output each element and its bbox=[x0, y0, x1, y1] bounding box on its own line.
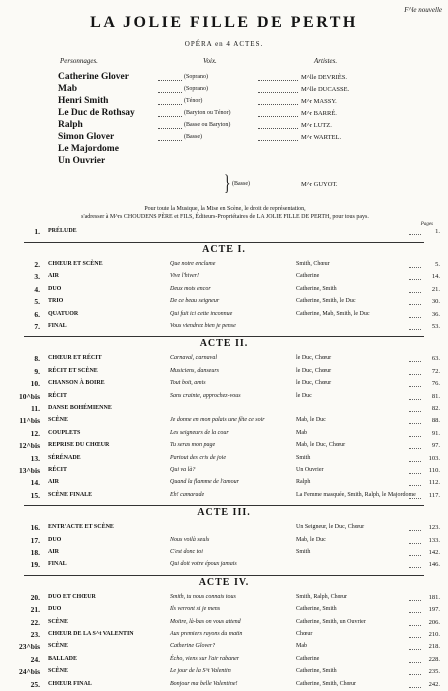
cast-row bbox=[58, 132, 398, 144]
item-characters: Un Ouvrier bbox=[296, 467, 324, 473]
toc-row bbox=[14, 259, 444, 271]
item-page: 142. bbox=[428, 549, 440, 556]
item-number: 24. bbox=[30, 654, 40, 664]
item-incipit: Smith, tu nous connais tous bbox=[170, 593, 236, 600]
cast-row bbox=[58, 84, 398, 96]
toc-row bbox=[14, 403, 444, 415]
dot-leader bbox=[409, 267, 421, 268]
item-title: PRÉLUDE bbox=[48, 228, 77, 234]
toc-row bbox=[14, 490, 444, 502]
dot-leader bbox=[409, 498, 421, 499]
toc-row bbox=[14, 353, 444, 365]
item-characters: La Femme masquée, Smith, Ralph, le Majordome bbox=[296, 491, 416, 498]
item-number: 15. bbox=[30, 490, 40, 500]
item-number: 13^bis bbox=[18, 466, 40, 475]
item-page: 30. bbox=[431, 298, 440, 306]
item-title: ENTR'ACTE ET SCÈNE bbox=[48, 524, 114, 531]
item-number: 12. bbox=[30, 428, 40, 438]
item-page: 36. bbox=[431, 310, 440, 318]
act-heading: ACTE III. bbox=[197, 507, 251, 519]
item-title: RÉCIT ET SCÈNE bbox=[48, 367, 98, 374]
item-title: CHŒUR ET RÉCIT bbox=[48, 355, 102, 362]
item-characters: Catherine, Smith bbox=[296, 606, 337, 613]
item-incipit: Le jour de la S^t Valentin bbox=[170, 668, 231, 675]
dot-leader bbox=[409, 555, 421, 556]
item-incipit: Je donne en mon palais une fête ce soir bbox=[170, 417, 265, 424]
dot-leader bbox=[409, 637, 421, 638]
item-number: 10. bbox=[30, 379, 40, 389]
item-incipit: Quand la flamme de l'amour bbox=[170, 479, 239, 486]
item-page: 76. bbox=[431, 380, 440, 388]
dot-leader bbox=[409, 473, 421, 474]
item-page: 228. bbox=[428, 655, 440, 663]
item-characters: Mab bbox=[296, 429, 307, 436]
item-number: 22. bbox=[30, 617, 40, 627]
cast-row bbox=[58, 144, 398, 156]
item-title: DUO bbox=[48, 606, 62, 613]
toc-row bbox=[14, 547, 444, 559]
dot-leader bbox=[409, 317, 421, 318]
cast-row bbox=[58, 120, 398, 132]
item-title: SCÈNE bbox=[48, 618, 69, 625]
toc-row bbox=[14, 465, 444, 477]
item-incipit: Bonjour ma belle Valentine! bbox=[170, 680, 238, 687]
item-page: 81. bbox=[431, 392, 440, 400]
item-number: 10^bis bbox=[18, 391, 40, 401]
item-title: DUO ET CHŒUR bbox=[48, 593, 96, 600]
item-incipit: Catherine Glover? bbox=[170, 643, 216, 650]
item-title: SCÈNE bbox=[48, 643, 69, 650]
item-page: 112. bbox=[428, 479, 440, 487]
item-incipit: Deux mots encor bbox=[170, 285, 211, 292]
dot-leader bbox=[158, 104, 182, 105]
toc-row bbox=[14, 535, 444, 547]
page-subtitle: OPÉRA en 4 ACTES. bbox=[184, 40, 264, 48]
dot-leader bbox=[409, 234, 421, 235]
item-incipit: Sans crainte, approchez-vous bbox=[170, 392, 241, 399]
dot-leader bbox=[158, 140, 182, 141]
item-characters: le Duc, Chœur bbox=[296, 355, 332, 362]
toc-row bbox=[14, 284, 444, 296]
item-characters: Chœur bbox=[296, 631, 313, 637]
rights-notice-line-2: s'adresser à M^rs CHOUDENS PÈRE et FILS, Éditeurs-Propriétaires de LA JOLIE FILLE DE PERTH, pour tous pays. bbox=[81, 214, 369, 220]
toc-row bbox=[14, 428, 444, 440]
item-title: BALLADE bbox=[48, 655, 78, 662]
item-characters: Catherine, Mab, Smith, le Duc bbox=[296, 310, 370, 317]
item-page: 235. bbox=[428, 668, 440, 676]
cast-row bbox=[58, 96, 398, 108]
item-page: 1. bbox=[435, 228, 440, 235]
item-page: 88. bbox=[431, 417, 440, 425]
toc-row bbox=[14, 617, 444, 629]
cast-name: Le Duc de Rothsay bbox=[58, 108, 135, 118]
dot-leader bbox=[409, 543, 421, 544]
rule-line bbox=[24, 242, 424, 243]
item-incipit: Partout des cris de joie bbox=[170, 454, 226, 461]
cast-row bbox=[58, 108, 398, 120]
item-incipit: Les seigneurs de la cour bbox=[170, 429, 229, 436]
item-incipit: Qui va là? bbox=[170, 467, 196, 473]
dot-leader bbox=[409, 292, 421, 293]
item-number: 17. bbox=[30, 535, 40, 545]
dot-leader bbox=[258, 128, 298, 129]
item-page: 146. bbox=[428, 561, 440, 569]
item-incipit: De ce beau seigneur bbox=[170, 298, 220, 305]
item-number: 23^bis bbox=[18, 642, 40, 652]
dot-leader bbox=[158, 128, 182, 129]
item-page: 5. bbox=[435, 261, 440, 268]
cast-row bbox=[58, 156, 398, 168]
item-page: 97. bbox=[431, 442, 440, 450]
cast-voice: (Ténor) bbox=[184, 98, 203, 104]
dot-leader bbox=[409, 567, 421, 568]
item-characters: le Duc, Chœur bbox=[296, 367, 332, 374]
item-characters: Catherine, Smith, un Ouvrier bbox=[296, 618, 366, 625]
dot-leader bbox=[258, 92, 298, 93]
cast-name: Un Ouvrier bbox=[58, 156, 106, 166]
item-page: 242. bbox=[428, 680, 440, 688]
dot-leader bbox=[409, 625, 421, 626]
item-characters: Ralph bbox=[296, 479, 311, 486]
cast-artist: M^lle DUCASSE. bbox=[301, 86, 350, 93]
dot-leader bbox=[158, 80, 182, 81]
dot-leader bbox=[409, 399, 421, 400]
toc-row bbox=[14, 309, 444, 321]
toc-row bbox=[14, 226, 444, 238]
item-page: 218. bbox=[428, 643, 440, 651]
dot-leader bbox=[409, 423, 421, 424]
dot-leader bbox=[258, 116, 298, 117]
cast-artist: M^r BARRÉ. bbox=[301, 110, 337, 117]
item-number: 9. bbox=[34, 366, 40, 376]
cast-name: Ralph bbox=[58, 120, 83, 130]
item-page: 117. bbox=[428, 491, 440, 499]
dot-leader bbox=[409, 361, 421, 362]
cast-name: Henri Smith bbox=[58, 96, 109, 106]
toc-row bbox=[14, 321, 444, 333]
dot-leader bbox=[258, 104, 298, 105]
item-title: AIR bbox=[48, 549, 60, 555]
item-page: 53. bbox=[431, 323, 440, 330]
dot-leader bbox=[409, 530, 421, 531]
item-characters: Smith, Ralph, Chœur bbox=[296, 593, 348, 600]
item-incipit: Nous voilà seuls bbox=[170, 536, 210, 543]
item-characters: Un Seigneur, le Duc, Chœur bbox=[296, 524, 365, 531]
item-incipit: Vive l'hiver! bbox=[170, 273, 199, 280]
item-characters: Catherine, Smith, le Duc bbox=[296, 298, 356, 305]
item-characters: Catherine, Smith, Chœur bbox=[296, 680, 356, 687]
dot-leader bbox=[258, 80, 298, 81]
item-page: 14. bbox=[431, 273, 440, 281]
cast-voice: (Baryton ou Ténor) bbox=[184, 110, 231, 116]
item-characters: Catherine, Smith bbox=[296, 285, 337, 292]
toc-row bbox=[14, 592, 444, 604]
item-number: 4. bbox=[34, 284, 40, 294]
item-number: 21. bbox=[30, 605, 40, 615]
item-incipit: Eh! camarade bbox=[170, 491, 205, 498]
dot-leader bbox=[409, 662, 421, 663]
item-characters: Mab bbox=[296, 643, 307, 650]
item-title: DUO bbox=[48, 536, 62, 543]
cast-name: Mab bbox=[58, 84, 77, 94]
toc-row bbox=[14, 271, 444, 283]
item-number: 5. bbox=[34, 297, 40, 307]
item-title: RÉCIT bbox=[48, 392, 68, 399]
characters-header: Personnages. bbox=[60, 57, 98, 65]
item-characters: le Duc, Chœur bbox=[296, 380, 332, 387]
item-characters: Mab, le Duc bbox=[296, 536, 326, 543]
item-title: FINAL bbox=[48, 323, 67, 329]
cast-artist: M^r MASSY. bbox=[301, 98, 337, 105]
item-number: 14. bbox=[30, 478, 40, 488]
toc-row bbox=[14, 679, 444, 691]
item-incipit: Aux premiers rayons du matin bbox=[170, 631, 243, 637]
item-characters: Catherine, Smith bbox=[296, 668, 337, 675]
item-characters: Smith bbox=[296, 549, 311, 555]
item-title: SCÈNE FINALE bbox=[48, 491, 93, 498]
item-title: DANSE BOHÉMIENNE bbox=[48, 405, 112, 411]
item-number: 3. bbox=[34, 272, 40, 282]
dot-leader bbox=[409, 329, 421, 330]
toc-row bbox=[14, 296, 444, 308]
item-incipit: Écho, viens sur l'air rabaner bbox=[170, 655, 240, 662]
rights-notice bbox=[20, 205, 430, 221]
item-incipit: Que notre enclume bbox=[170, 261, 216, 267]
item-title: DUO bbox=[48, 285, 62, 292]
item-incipit: Ils verront si je mens bbox=[170, 606, 221, 613]
item-title: AIR bbox=[48, 479, 60, 486]
cast-voice: (Soprano) bbox=[184, 86, 208, 92]
brace-voice: (Basse) bbox=[232, 181, 250, 187]
toc-row bbox=[14, 415, 444, 427]
cast-voice: (Basse ou Baryton) bbox=[184, 122, 231, 128]
dot-leader bbox=[409, 674, 421, 675]
item-page: 63. bbox=[431, 355, 440, 363]
item-incipit: Vous viendrez bien je pense bbox=[170, 323, 236, 329]
cast-row bbox=[58, 72, 398, 84]
item-title: CHŒUR ET SCÈNE bbox=[48, 261, 103, 267]
item-page: 123. bbox=[428, 524, 440, 532]
item-number: 2. bbox=[34, 260, 40, 269]
item-characters: Catherine bbox=[296, 273, 320, 280]
act-heading: ACTE I. bbox=[202, 244, 246, 255]
item-page: 133. bbox=[428, 536, 440, 544]
voices-header: Voix. bbox=[203, 57, 217, 65]
cast-name: Catherine Glover bbox=[58, 72, 129, 82]
toc-row bbox=[14, 522, 444, 534]
item-page: 206. bbox=[428, 618, 440, 626]
item-title: FINAL bbox=[48, 561, 67, 568]
dot-leader bbox=[158, 92, 182, 93]
item-incipit: Qui fuit ici cette inconnue bbox=[170, 310, 233, 317]
item-title: RÉCIT bbox=[48, 467, 68, 473]
item-incipit: Tout boit, amis bbox=[170, 380, 206, 387]
rule-line bbox=[24, 336, 424, 337]
dot-leader bbox=[409, 485, 421, 486]
item-incipit: Carnaval, carnaval bbox=[170, 355, 217, 362]
item-number: 19. bbox=[30, 560, 40, 570]
item-number: 8. bbox=[34, 354, 40, 364]
dot-leader bbox=[409, 600, 421, 601]
item-characters: Smith, Chœur bbox=[296, 261, 330, 267]
brace-artist: M^r GUYOT. bbox=[301, 181, 338, 188]
rule-line bbox=[24, 575, 424, 576]
cast-name: Simon Glover bbox=[58, 132, 115, 142]
item-number: 23. bbox=[30, 630, 40, 639]
item-page: 110. bbox=[428, 467, 440, 474]
item-number: 11^bis bbox=[19, 416, 40, 426]
item-title: CHANSON À BOIRE bbox=[48, 380, 105, 387]
item-title: SÉRÉNADE bbox=[48, 454, 81, 461]
dot-leader bbox=[409, 411, 421, 412]
cast-artist: M^r WARTEL. bbox=[301, 134, 342, 141]
item-characters: Smith bbox=[296, 454, 311, 461]
dot-leader bbox=[409, 448, 421, 449]
rights-notice-line-1: Pour toute la Musique, la Mise en Scène, le droit de représentation, bbox=[144, 206, 306, 212]
item-page: 82. bbox=[431, 405, 440, 412]
dot-leader bbox=[409, 304, 421, 305]
item-number: 11. bbox=[31, 404, 40, 413]
toc-row bbox=[14, 629, 444, 641]
item-number: 13. bbox=[30, 453, 40, 463]
item-page: 91. bbox=[431, 429, 440, 437]
item-number: 1. bbox=[34, 227, 40, 236]
item-page: 103. bbox=[428, 454, 440, 462]
item-title: QUATUOR bbox=[48, 310, 79, 317]
cast-voice: (Soprano) bbox=[184, 74, 208, 80]
item-incipit: Moitre, là-bas on vous attend bbox=[170, 618, 241, 625]
brace-symbol: } bbox=[224, 170, 231, 195]
item-page: 181. bbox=[428, 593, 440, 601]
cast-artist: M^r LUTZ. bbox=[301, 122, 332, 129]
cast-name: Le Majordome bbox=[58, 144, 119, 154]
item-page: 197. bbox=[428, 606, 440, 614]
item-title: TRIO bbox=[48, 298, 64, 305]
item-title: SCÈNE bbox=[48, 668, 69, 675]
item-characters: Mab, le Duc, Chœur bbox=[296, 442, 346, 449]
item-number: 6. bbox=[34, 309, 40, 319]
item-number: 25. bbox=[30, 679, 40, 689]
act-heading: ACTE II. bbox=[199, 338, 249, 350]
toc-row bbox=[14, 604, 444, 616]
item-title: REPRISE DU CHŒUR bbox=[48, 442, 110, 449]
dot-leader bbox=[409, 386, 421, 387]
dot-leader bbox=[409, 612, 421, 613]
item-characters: Catherine bbox=[296, 655, 320, 662]
item-title: AIR bbox=[48, 273, 60, 280]
edition-note: F^le nouvelle bbox=[404, 6, 442, 14]
item-number: 12^bis bbox=[18, 441, 40, 451]
item-page: 72. bbox=[431, 367, 440, 375]
item-number: 7. bbox=[34, 322, 40, 331]
toc-row bbox=[14, 641, 444, 653]
item-number: 16. bbox=[30, 523, 40, 533]
item-title: COUPLETS bbox=[48, 429, 81, 436]
cast-voice: (Basse) bbox=[184, 134, 202, 140]
item-number: 20. bbox=[30, 592, 40, 602]
toc-row bbox=[14, 477, 444, 489]
dot-leader bbox=[409, 436, 421, 437]
artists-header: Artistes. bbox=[314, 57, 338, 65]
toc-row bbox=[14, 378, 444, 390]
item-characters: Mab, le Duc bbox=[296, 417, 326, 424]
toc-row bbox=[14, 453, 444, 465]
toc-row bbox=[14, 366, 444, 378]
item-number: 18. bbox=[30, 548, 40, 557]
page-title: LA JOLIE FILLE DE PERTH bbox=[90, 14, 358, 31]
item-title: CHŒUR DE LA S^t VALENTIN bbox=[48, 631, 134, 637]
toc-row bbox=[14, 391, 444, 403]
toc-row bbox=[14, 440, 444, 452]
act-heading: ACTE IV. bbox=[198, 576, 250, 588]
item-title: CHŒUR FINAL bbox=[48, 680, 92, 687]
dot-leader bbox=[409, 279, 421, 280]
dot-leader bbox=[258, 140, 298, 141]
toc-row bbox=[14, 559, 444, 571]
item-title: SCÈNE bbox=[48, 417, 69, 424]
item-number: 24^bis bbox=[18, 667, 40, 677]
dot-leader bbox=[409, 461, 421, 462]
item-page: 21. bbox=[431, 285, 440, 293]
pages-header: Pages bbox=[420, 222, 433, 227]
item-page: 210. bbox=[428, 631, 440, 638]
cast-artist: M^lle DEVRIÈS. bbox=[301, 74, 348, 81]
item-incipit: C'est donc toi bbox=[170, 549, 203, 555]
item-incipit: Musiciens, danseurs bbox=[170, 367, 219, 374]
dot-leader bbox=[409, 374, 421, 375]
dot-leader bbox=[409, 649, 421, 650]
dot-leader bbox=[409, 687, 421, 688]
rule-line bbox=[24, 505, 424, 506]
item-characters: le Duc bbox=[296, 392, 312, 399]
toc-row bbox=[14, 666, 444, 678]
dot-leader bbox=[158, 116, 182, 117]
item-incipit: Qui doit votre époux jamais bbox=[170, 561, 237, 568]
item-incipit: Tu seras mon page bbox=[170, 442, 216, 449]
